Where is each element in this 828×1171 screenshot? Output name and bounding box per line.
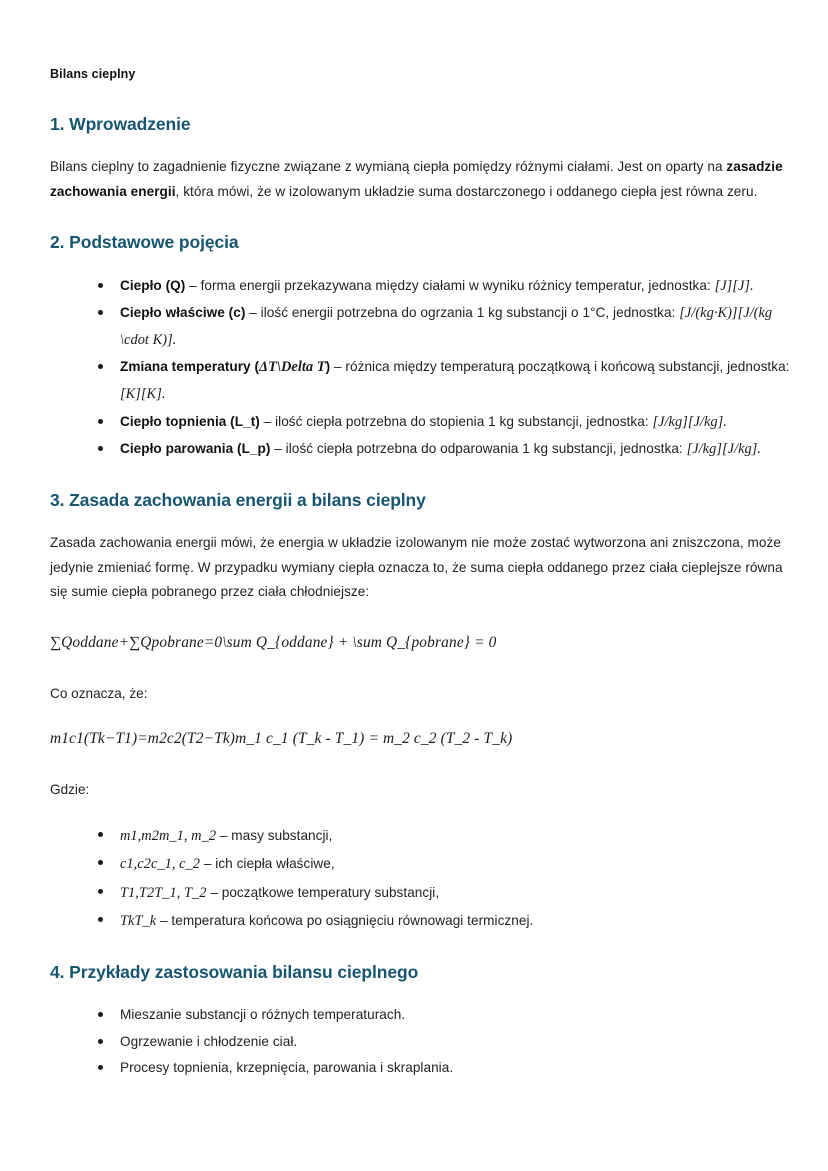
- concept-unit-tail: .: [750, 277, 754, 294]
- symbol-description: – początkowe temperatury substancji,: [206, 884, 440, 900]
- symbol-math: c1,c2c_1, c_2: [120, 856, 201, 873]
- concept-term-math: ΔT\Delta T: [259, 359, 326, 376]
- concept-term-suffix: ): [325, 359, 331, 375]
- formula-heat-balance: m1c1(Tk−T1)=m2c2(T2−Tk)m_1 c_1 (T_k - T_1) = m_2 c_2 (T_2 - T_k): [50, 729, 513, 747]
- section-heading-introduction: 1. Wprowadzenie: [50, 114, 191, 135]
- list-item: [98, 354, 790, 407]
- concepts-list: [50, 273, 790, 463]
- concept-description: – forma energii przekazywana między ciałami w wyniku różnicy temperatur, jednostka:: [185, 277, 715, 293]
- concept-description: – ilość energii potrzebna do ogrzania 1 kg substancji o 1°C, jednostka:: [245, 305, 680, 321]
- concept-description: – ilość ciepła potrzebna do stopienia 1 kg substancji, jednostka:: [259, 413, 653, 429]
- section-heading-examples: 4. Przykłady zastosowania bilansu cieplnego: [50, 961, 419, 982]
- concept-term: Ciepło (Q): [120, 277, 186, 293]
- introduction-paragraph: [50, 155, 790, 205]
- concept-description: – ilość ciepła potrzebna do odparowania 1 kg substancji, jednostka:: [270, 441, 687, 457]
- list-item: [98, 879, 790, 907]
- intro-bold-phrase: zasadzie zachowania energii: [50, 159, 783, 199]
- list-item: [98, 822, 790, 850]
- symbol-math: T1,T2T_1, T_2: [120, 884, 207, 901]
- concept-unit-math: [J/kg][J/kg]: [686, 441, 758, 458]
- concept-term: Ciepło właściwe (c): [120, 305, 246, 321]
- list-item: [98, 273, 790, 300]
- concept-unit-math: [J][J]: [714, 277, 751, 294]
- concept-unit-math: [J/(kg·K)][J/(kg \cdot K)]: [120, 305, 773, 348]
- intro-text-part-1: Bilans cieplny to zagadnienie fizyczne związane z wymianą ciepła pomiędzy różnymi ciałami. Jest on oparty na: [50, 159, 727, 174]
- examples-list: [50, 1002, 790, 1082]
- symbol-description: – masy substancji,: [216, 828, 333, 844]
- list-item: [98, 907, 790, 935]
- list-item: [98, 436, 790, 463]
- symbol-definitions-list: [50, 822, 790, 934]
- list-item: [98, 850, 790, 878]
- symbol-description: – temperatura końcowa po osiągnięciu równowagi termicznej.: [156, 912, 534, 928]
- conservation-paragraph: Zasada zachowania energii mówi, że energia w układzie izolowanym nie może zostać wytworzona ani zniszczona, może jedynie zmieniać formę. W przypadku wymiany ciepła oznacza to, że suma ciepła oddanego przez ciała cieplejsze równa się sumie ciepła pobranego przez ciała chłodniejsze:: [50, 534, 783, 600]
- concept-unit-tail: .: [723, 413, 727, 430]
- list-item: [98, 409, 790, 436]
- intro-text-part-2: , która mówi, że w izolowanym układzie suma dostarczonego i oddanego ciepła jest równa zeru.: [175, 183, 758, 199]
- concept-description: – różnica między temperaturą początkową i końcową substancji, jednostka:: [330, 359, 790, 375]
- formula-energy-sum: ∑Qoddane+∑Qpobrane=0\sum Q_{oddane} + \sum Q_{pobrane} = 0: [50, 634, 497, 652]
- where-label: Gdzie:: [50, 781, 90, 797]
- list-item: Mieszanie substancji o różnych temperaturach.: [98, 1002, 790, 1029]
- concept-unit-math: [J/kg][J/kg]: [652, 413, 724, 430]
- means-label: Co oznacza, że:: [50, 686, 148, 701]
- concept-term: Ciepło topnienia (L_t): [120, 413, 260, 429]
- list-item: Ogrzewanie i chłodzenie ciał.: [98, 1029, 790, 1056]
- symbol-math: m1,m2m_1, m_2: [120, 828, 217, 845]
- symbol-description: – ich ciepła właściwe,: [200, 856, 335, 872]
- concept-unit-tail: .: [172, 331, 177, 348]
- section-heading-concepts: 2. Podstawowe pojęcia: [50, 231, 239, 252]
- list-item: Procesy topnienia, krzepnięcia, parowania i skraplania.: [98, 1055, 790, 1082]
- concept-term-prefix: Zmiana temperatury (: [120, 359, 260, 375]
- concept-term: Ciepło parowania (L_p): [120, 441, 271, 457]
- symbol-math: TkT_k: [120, 912, 157, 929]
- concept-unit-math: [K][K]: [120, 386, 162, 403]
- section-heading-conservation: 3. Zasada zachowania energii a bilans cieplny: [50, 489, 426, 510]
- document-title: Bilans cieplny: [50, 67, 136, 81]
- concept-unit-tail: .: [161, 386, 166, 403]
- concept-unit-tail: .: [757, 441, 762, 458]
- list-item: [98, 300, 790, 353]
